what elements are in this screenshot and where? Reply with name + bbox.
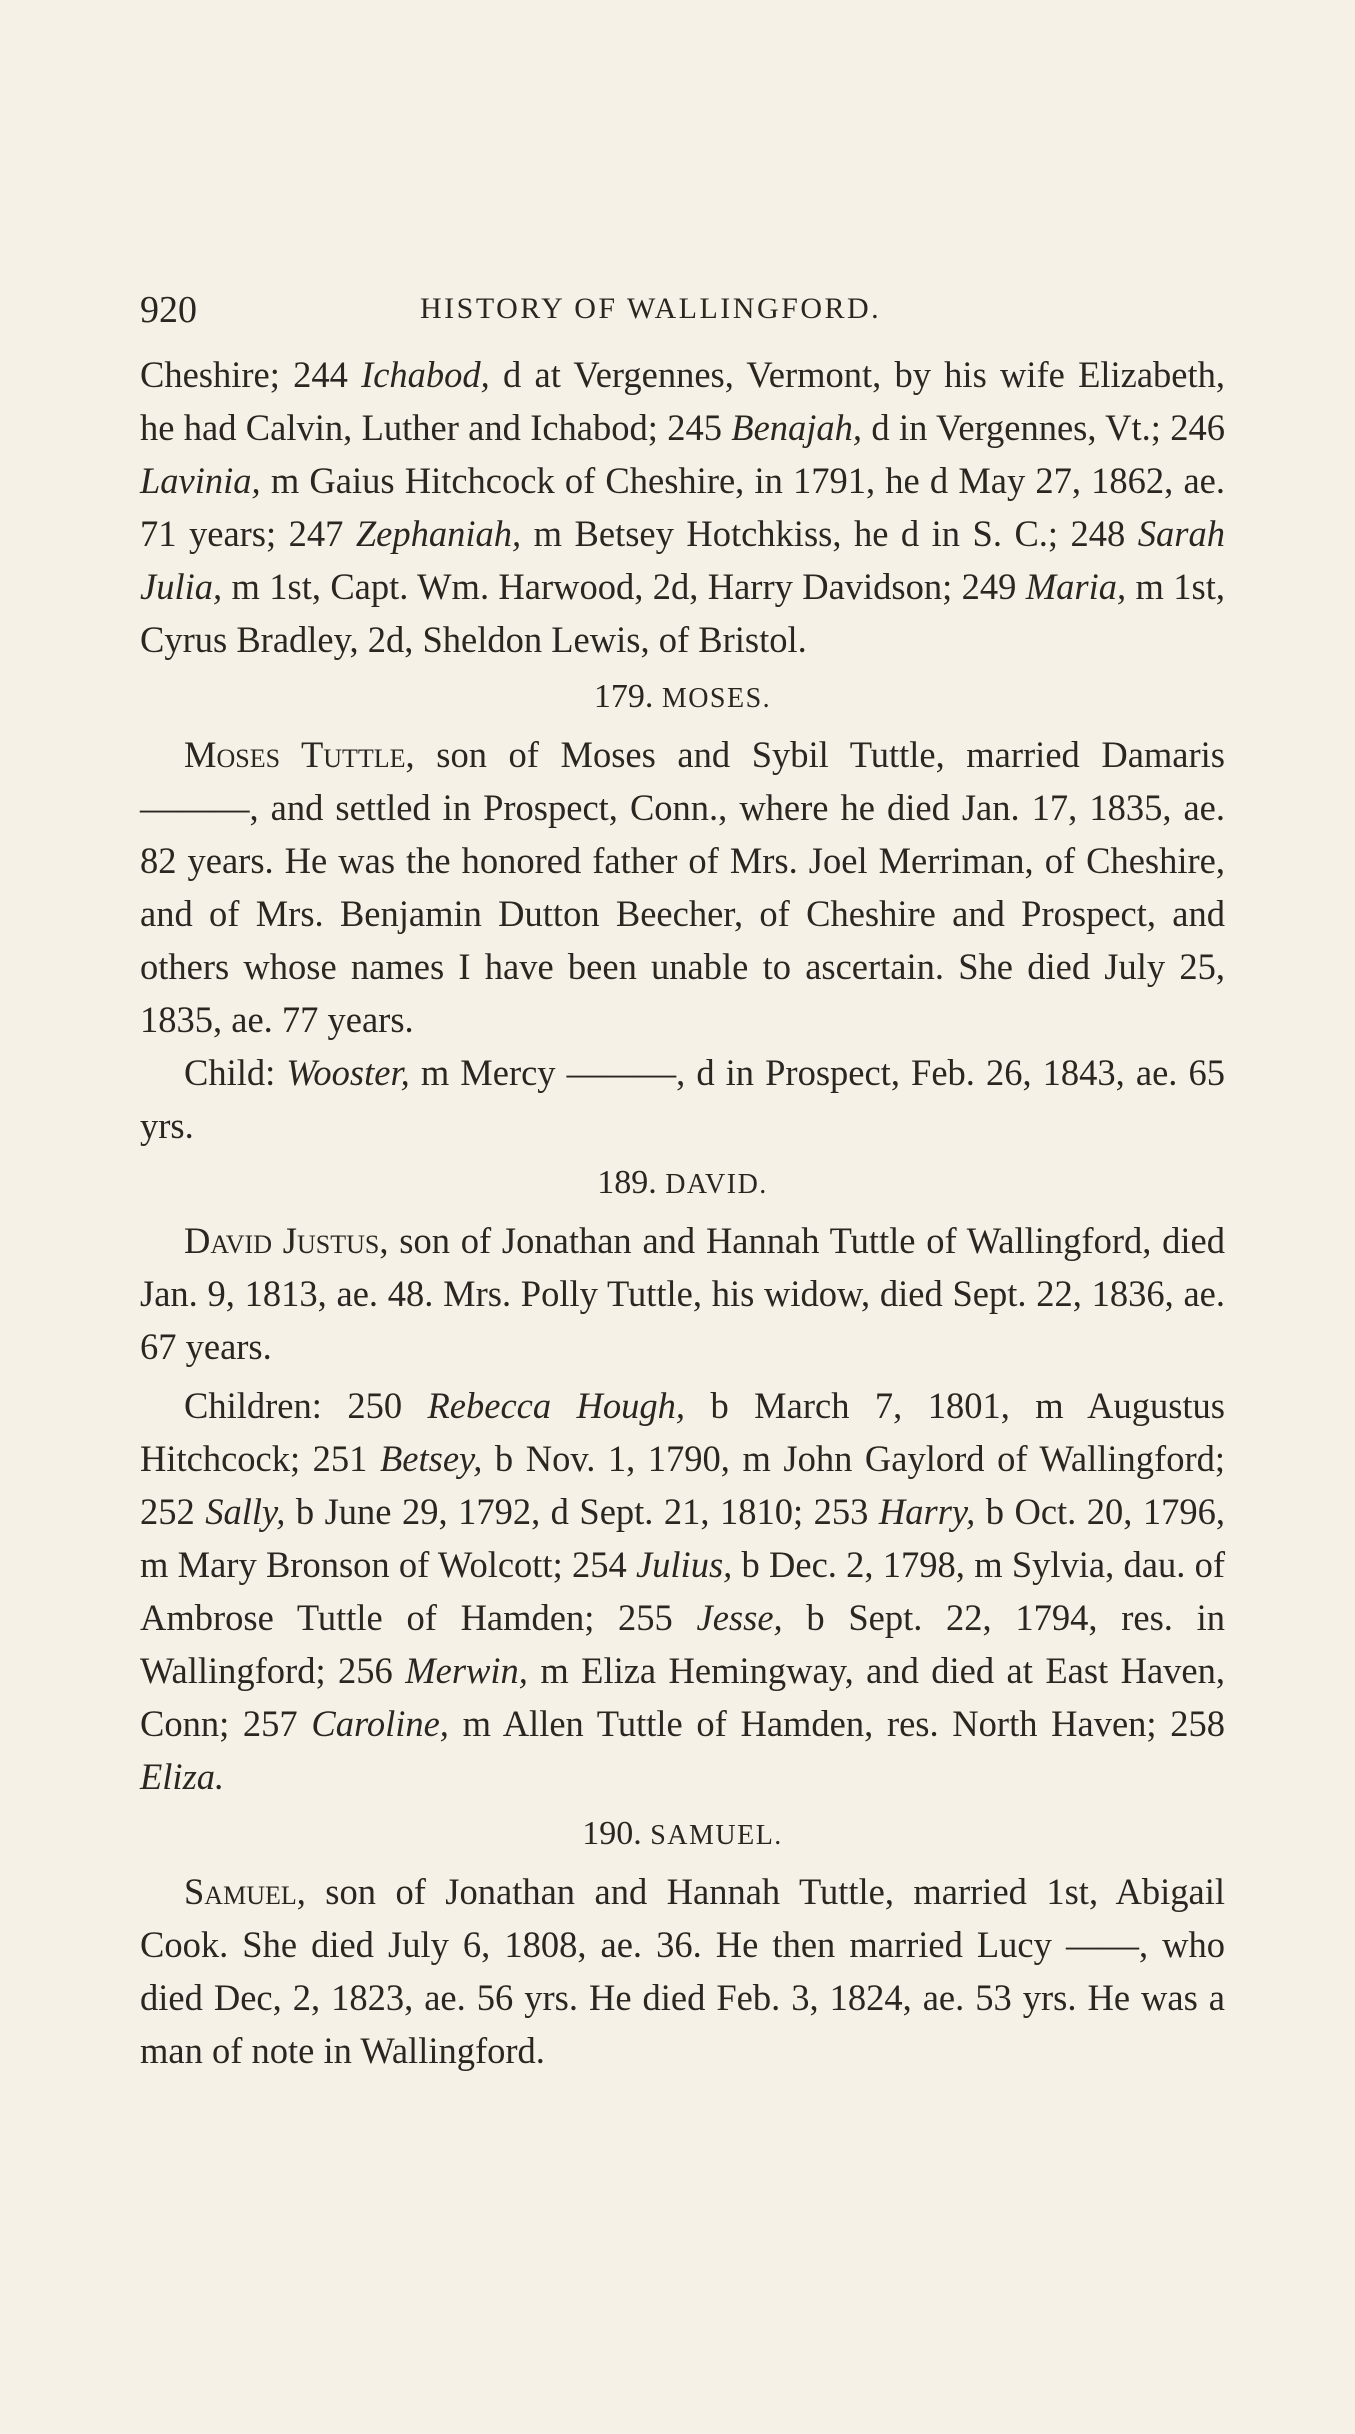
child-name: Sarah Julia,: [140, 513, 1226, 607]
child-name: Betsey,: [380, 1438, 483, 1479]
child-name: Benajah,: [731, 407, 863, 448]
child-name: Rebecca Hough,: [427, 1385, 686, 1426]
page-header: [140, 288, 1225, 348]
child-name: Maria,: [1025, 566, 1127, 607]
page-number: 920: [140, 289, 197, 331]
child-name: Zephaniah,: [355, 513, 522, 554]
section-heading-189: 189. DAVID.: [597, 1164, 768, 1201]
section-heading-179: 179. MOSES.: [593, 678, 772, 715]
child-name: Jesse,: [696, 1597, 783, 1638]
child-name: Harry,: [878, 1491, 976, 1532]
page-body: [140, 348, 1225, 2077]
paragraph-david-children: Children: 250 Rebecca Hough, b March 7, 1801, m Augustus Hitchcock; 251 Betsey, b Nov. 1, 1790, m John Gaylord of Wallingford; 252 Sally, b June 29, 1792, d Sept. 21, 1810; 253 Harry, b Oct. 20, 1796, m Mary Bronson of Wolcott; 254 Julius, b Dec. 2, 1798, m Sylvia, dau. of Ambrose Tuttle of Hamden; 255 Jesse, b Sept. 22, 1794, res. in Wallingford; 256 Merwin, m Eliza Hemingway, and died at East Haven, Conn; 257 Caroline, m Allen Tuttle of Hamden, res. North Haven; 258 Eliza.: [140, 1385, 1226, 1797]
child-name: Wooster,: [286, 1052, 410, 1093]
lead-name: David Justus,: [184, 1220, 389, 1261]
continued-paragraph: Cheshire; 244 Ichabod, d at Vergennes, Vermont, by his wife Elizabeth, he had Calvin, Luther and Ichabod; 245 Benajah, d in Vergennes, Vt.; 246 Lavinia, m Gaius Hitchcock of Cheshire, in 1791, he d May 27, 1862, ae. 71 years; 247 Zephaniah, m Betsey Hotchkiss, he d in S. C.; 248 Sarah Julia, m 1st, Capt. Wm. Harwood, 2d, Harry Davidson; 249 Maria, m 1st, Cyrus Bradley, 2d, Sheldon Lewis, of Bristol.: [140, 354, 1226, 660]
child-name: Lavinia,: [140, 460, 261, 501]
child-name: Sally,: [205, 1491, 286, 1532]
paragraph-moses-child: Child: Wooster, m Mercy ———, d in Prospect, Feb. 26, 1843, ae. 65 yrs.: [140, 1052, 1225, 1146]
paragraph-moses: Moses Tuttle, son of Moses and Sybil Tuttle, married Damaris ———, and settled in Prospect, Conn., where he died Jan. 17, 1835, ae. 82 years. He was the honored father of Mrs. Joel Merriman, of Cheshire, and of Mrs. Benjamin Dutton Beecher, of Cheshire and Prospect, and others whose names I have been unable to ascertain. She died July 25, 1835, ae. 77 years.: [140, 734, 1225, 1040]
child-name: Eliza.: [140, 1756, 225, 1797]
child-name: Caroline,: [311, 1703, 449, 1744]
child-name: Ichabod,: [361, 354, 490, 395]
book-page: [140, 288, 1225, 2077]
lead-name: Samuel,: [184, 1871, 306, 1912]
child-name: Merwin,: [405, 1650, 528, 1691]
paragraph-david: David Justus, son of Jonathan and Hannah Tuttle of Wallingford, died Jan. 9, 1813, ae. 48. Mrs. Polly Tuttle, his widow, died Sept. 22, 1836, ae. 67 years.: [140, 1220, 1225, 1367]
section-heading-190: 190. SAMUEL.: [582, 1815, 783, 1852]
paragraph-samuel: Samuel, son of Jonathan and Hannah Tuttle, married 1st, Abigail Cook. She died July 6, 1808, ae. 36. He then married Lucy ——, who died Dec, 2, 1823, ae. 56 yrs. He died Feb. 3, 1824, ae. 53 yrs. He was a man of note in Wallingford.: [140, 1871, 1225, 2071]
running-title: HISTORY OF WALLINGFORD.: [420, 292, 882, 325]
lead-name: Moses Tuttle,: [184, 734, 415, 775]
child-name: Julius,: [635, 1544, 733, 1585]
